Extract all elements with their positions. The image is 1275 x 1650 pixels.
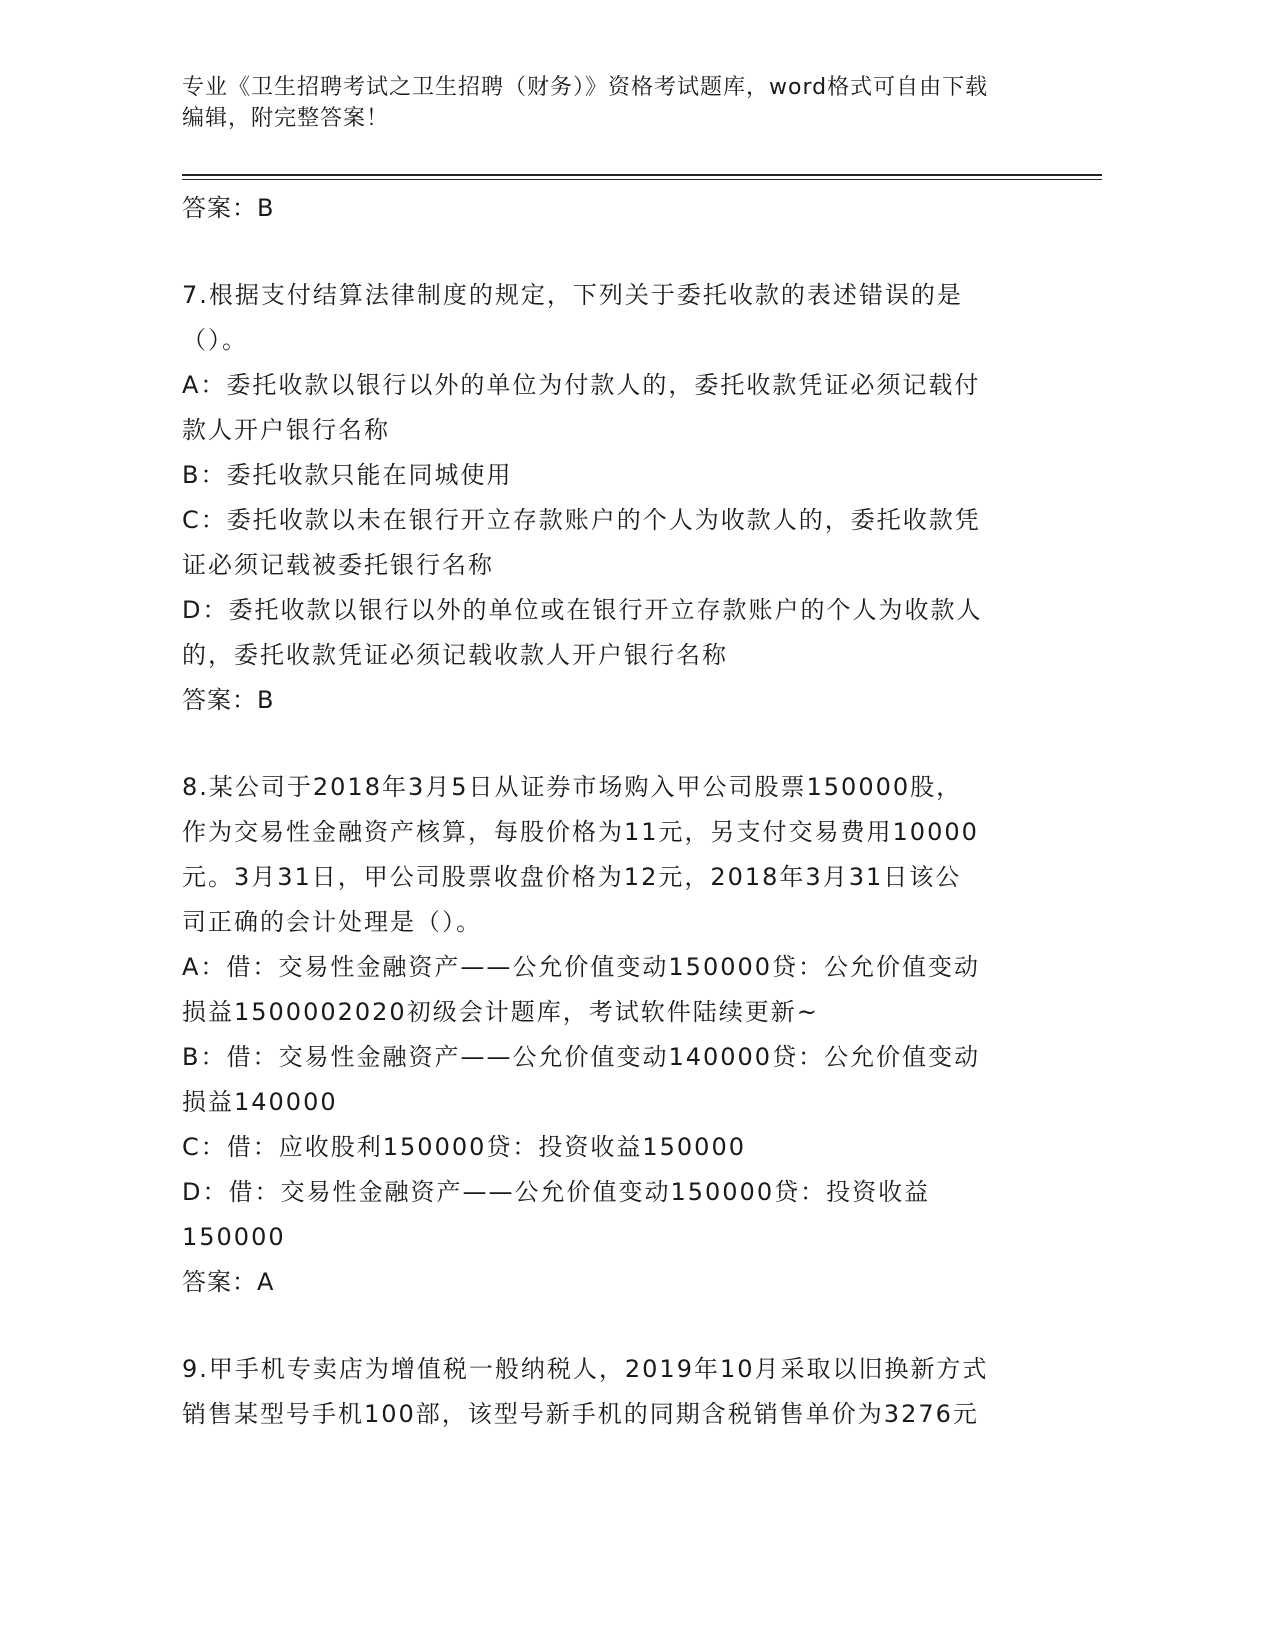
question-8-stem-cont-1: 作为交易性金融资产核算，每股价格为11元，另支付交易费用10000 [182,818,979,846]
document-header [182,72,1062,134]
question-9-stem: 9.甲手机专卖店为增值税一般纳税人，2019年10月采取以旧换新方式 [182,1355,989,1383]
question-7-option-c: C：委托收款以未在银行开立存款账户的个人为收款人的，委托收款凭 [182,506,981,534]
question-8-option-d-cont: 150000 [182,1223,286,1251]
question-8-answer: 答案：A [182,1268,275,1296]
question-8 [182,765,1062,1305]
question-9-stem-cont: 销售某型号手机100部，该型号新手机的同期含税销售单价为3276元 [182,1400,979,1428]
question-7-option-c-cont: 证必须记载被委托银行名称 [182,551,494,579]
question-8-stem-cont-2: 元。3月31日，甲公司股票收盘价格为12元，2018年3月31日该公 [182,863,962,891]
question-7-option-d: D：委托收款以银行以外的单位或在银行开立存款账户的个人为收款人 [182,596,983,624]
question-7-stem: 7.根据支付结算法律制度的规定，下列关于委托收款的表述错误的是 [182,281,963,309]
question-8-option-c: C：借：应收股利150000贷：投资收益150000 [182,1133,746,1161]
question-8-stem: 8.某公司于2018年3月5日从证券市场购入甲公司股票150000股， [182,773,963,801]
header-divider-thick [182,174,1102,176]
question-7-stem-cont: （）。 [182,326,248,354]
question-8-option-b: B：借：交易性金融资产——公允价值变动140000贷：公允价值变动 [182,1043,981,1071]
question-7-option-a-cont: 款人开户银行名称 [182,416,390,444]
spacer [182,1305,1062,1347]
previous-answer: 答案：B [182,194,275,222]
question-8-option-a-cont: 损益1500002020初级会计题库，考试软件陆续更新~ [182,998,819,1026]
header-line-2: 编辑，附完整答案！ [182,106,390,131]
question-9 [182,1347,1062,1437]
question-8-stem-cont-3: 司正确的会计处理是（）。 [182,908,482,936]
question-7-option-b: B：委托收款只能在同城使用 [182,461,513,489]
question-7-option-a: A：委托收款以银行以外的单位为付款人的，委托收款凭证必须记载付 [182,371,981,399]
question-content [182,186,1062,1437]
spacer [182,231,1062,273]
header-divider-thin [182,179,1102,180]
spacer [182,723,1062,765]
question-8-option-a: A：借：交易性金融资产——公允价值变动150000贷：公允价值变动 [182,953,981,981]
header-line-1: 专业《卫生招聘考试之卫生招聘（财务）》资格考试题库，word格式可自由下载 [182,75,989,100]
question-7-answer: 答案：B [182,686,275,714]
question-7 [182,273,1062,723]
question-7-option-d-cont: 的，委托收款凭证必须记载收款人开户银行名称 [182,641,728,669]
question-8-option-b-cont: 损益140000 [182,1088,338,1116]
question-8-option-d: D：借：交易性金融资产——公允价值变动150000贷：投资收益 [182,1178,931,1206]
